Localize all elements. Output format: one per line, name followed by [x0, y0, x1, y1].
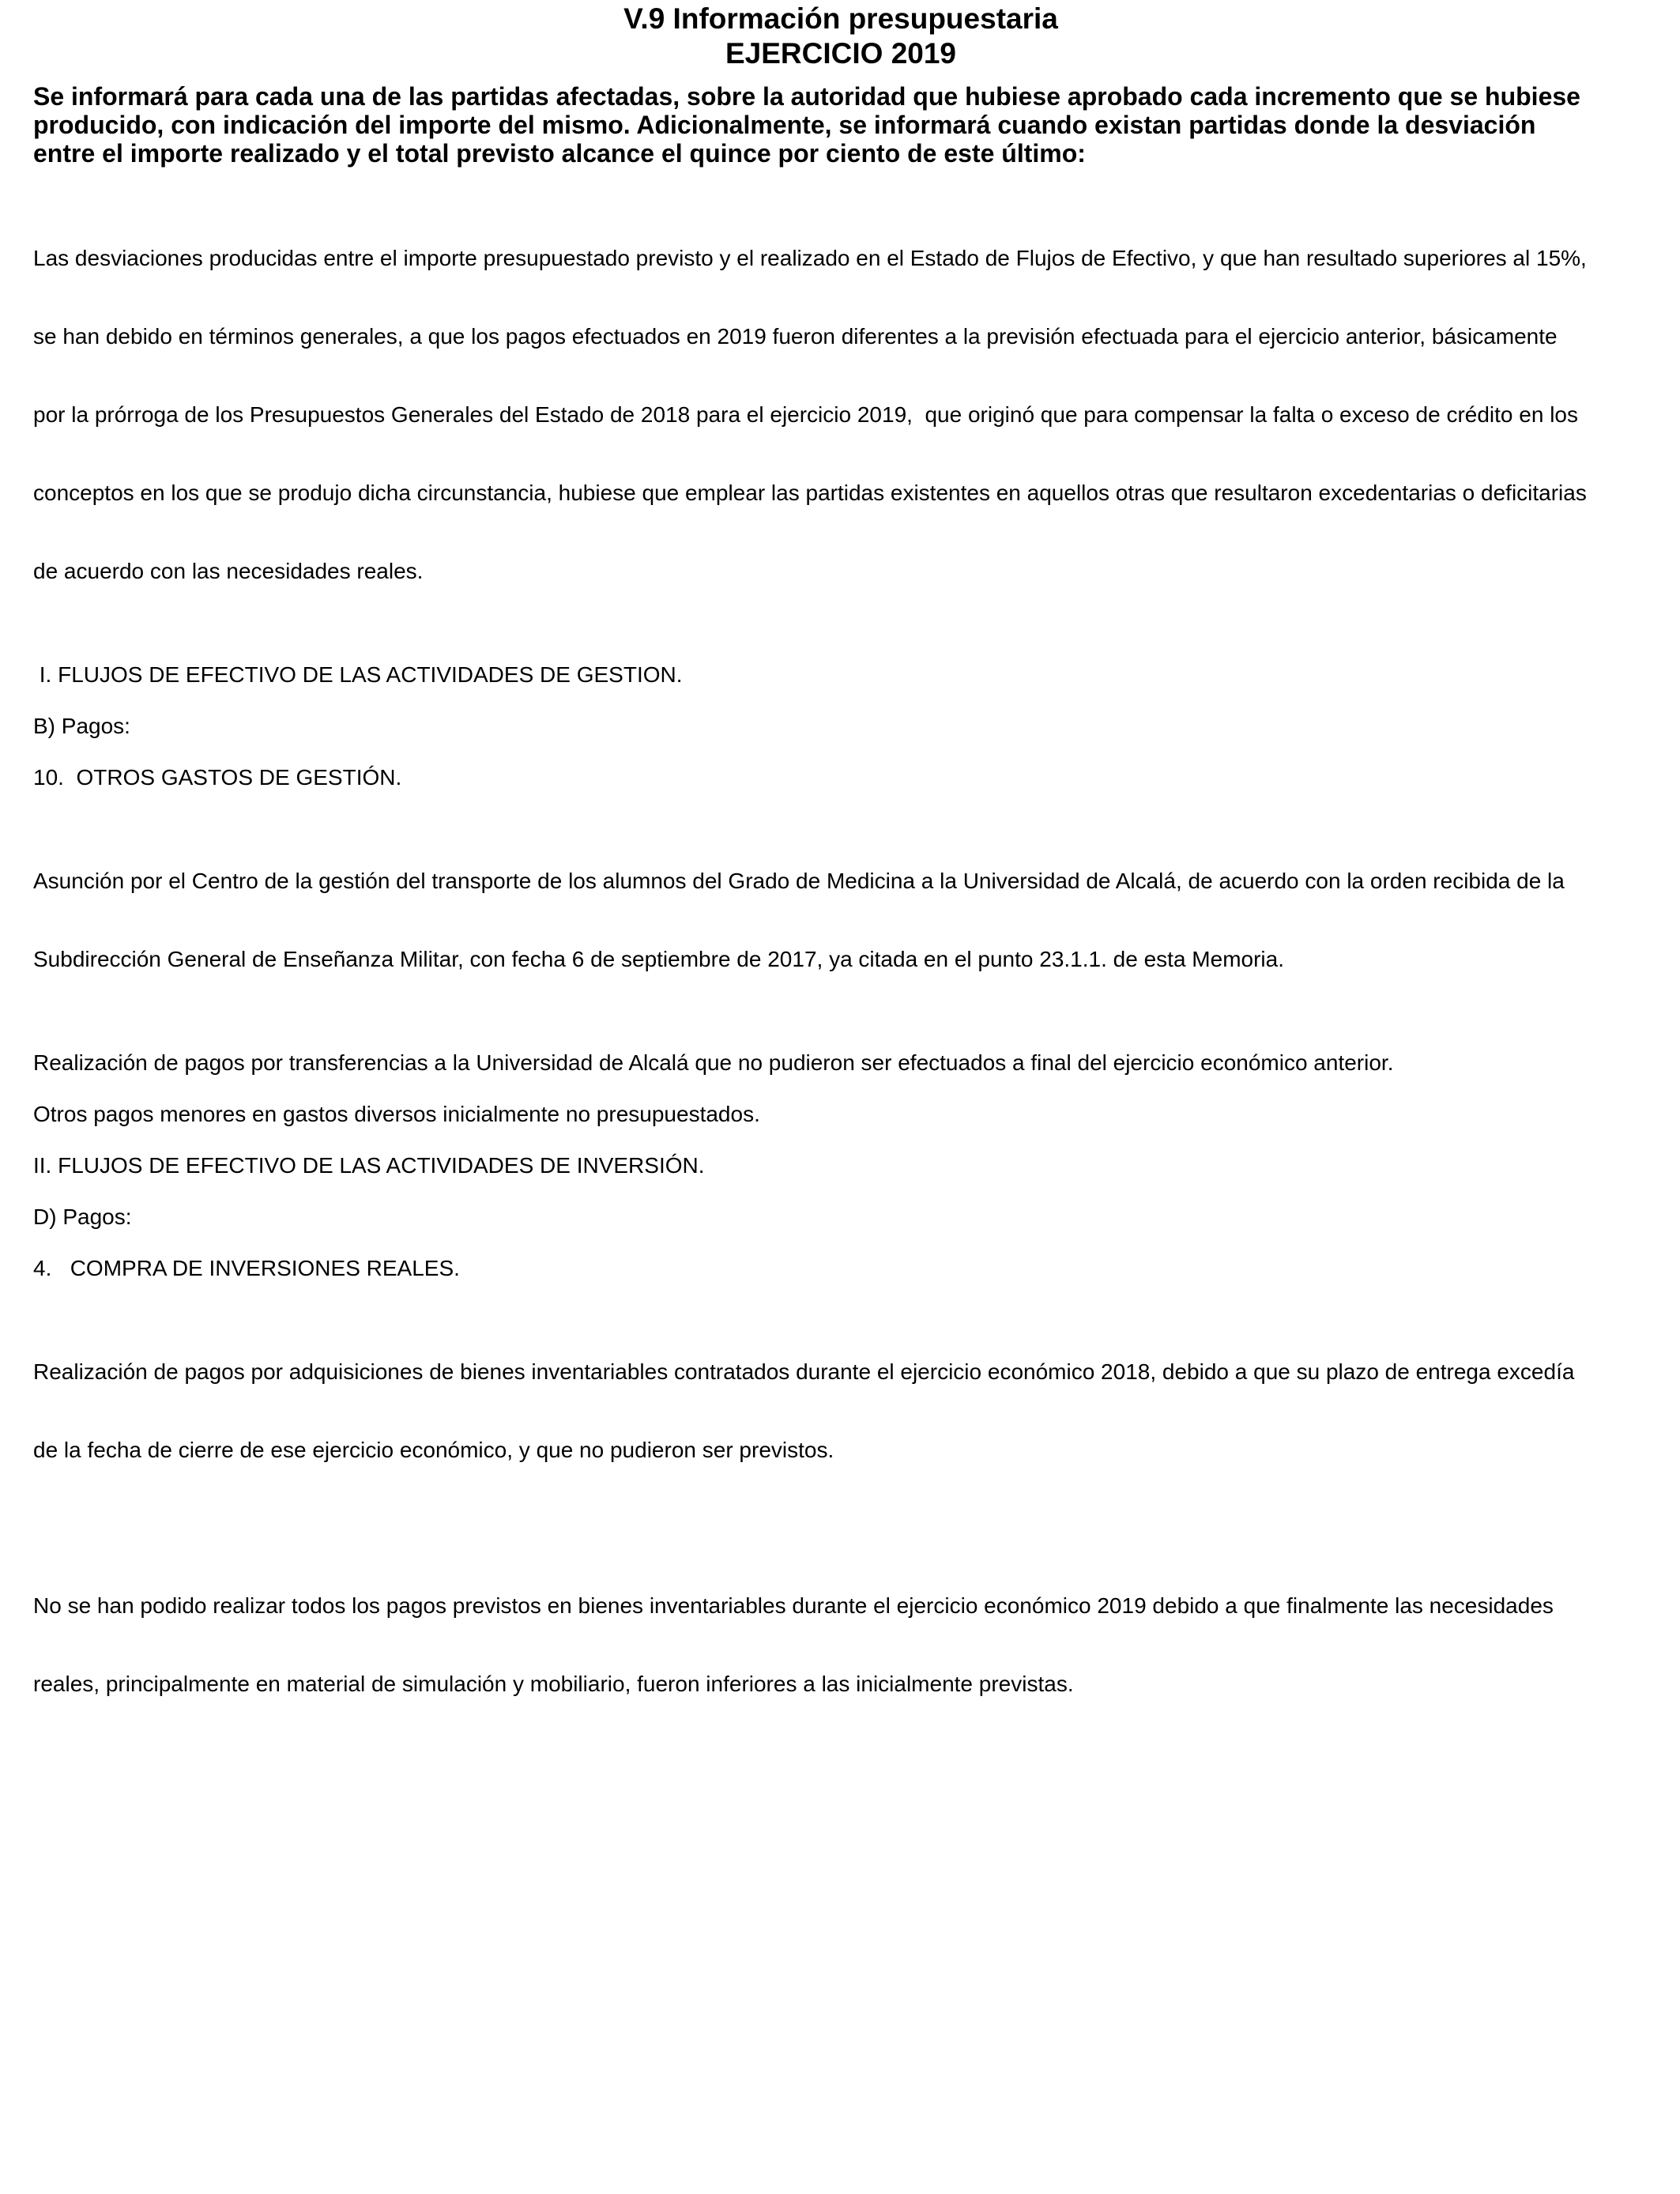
paragraph-line: de acuerdo con las necesidades reales.	[33, 559, 424, 583]
subsection-heading-payments-d: D) Pagos:	[33, 1204, 132, 1229]
intro-line: Se informará para cada una de las partidas afectadas, sobre la autoridad que hubiese aprobado cada incremento que se hubiese	[33, 82, 1580, 111]
document-page	[33, 0, 1648, 1749]
section-heading-investment: II. FLUJOS DE EFECTIVO DE LAS ACTIVIDADES DE INVERSIÓN.	[33, 1153, 705, 1178]
paragraph-line: Realización de pagos por adquisiciones de bienes inventariables contratados durante el ejercicio económico 2018, debido a que su plazo de entrega excedía	[33, 1359, 1575, 1384]
subsection-heading-payments-b: B) Pagos:	[33, 714, 130, 738]
paragraph-line: de la fecha de cierre de ese ejercicio económico, y que no pudieron ser previstos.	[33, 1438, 834, 1462]
paragraph-line: conceptos en los que se produjo dicha circunstancia, hubiese que emplear las partidas existentes en aquellos otras que resultaron excedentarias o deficitarias	[33, 481, 1587, 505]
paragraph-line: Las desviaciones producidas entre el importe presupuestado previsto y el realizado en el Estado de Flujos de Efectivo, y que han resultado superiores al 15%,	[33, 246, 1587, 270]
page-title: V.9 Información presupuestaria	[623, 2, 1058, 35]
paragraph-line: Subdirección General de Enseñanza Militar, con fecha 6 de septiembre de 2017, ya citada en el punto 23.1.1. de esta Memoria.	[33, 947, 1284, 971]
unrealized-payments-paragraph	[33, 1540, 1648, 1749]
section-heading-management: I. FLUJOS DE EFECTIVO DE LAS ACTIVIDADES DE GESTION.	[33, 662, 683, 687]
intro-paragraph	[33, 82, 1648, 168]
transfers-paragraph: Realización de pagos por transferencias a la Universidad de Alcalá que no pudieron ser efectuados a final del ejercicio económico anterior.	[33, 1050, 1394, 1075]
intro-line: entre el importe realizado y el total previsto alcance el quince por ciento de este último:	[33, 139, 1086, 168]
minor-payments-paragraph: Otros pagos menores en gastos diversos inicialmente no presupuestados.	[33, 1102, 760, 1126]
paragraph-line: reales, principalmente en material de simulación y mobiliario, fueron inferiores a las inicialmente previstas.	[33, 1672, 1074, 1696]
paragraph-line: por la prórroga de los Presupuestos Generales del Estado de 2018 para el ejercicio 2019, que originó que para compensar la falta o exceso de crédito en los	[33, 402, 1578, 427]
paragraph-line: No se han podido realizar todos los pagos previstos en bienes inventariables durante el ejercicio económico 2019 debido a que finalmente las necesidades	[33, 1593, 1554, 1618]
intro-line: producido, con indicación del importe del mismo. Adicionalmente, se informará cuando existan partidas donde la desviación	[33, 111, 1536, 139]
page-subtitle: EJERCICIO 2019	[725, 37, 957, 70]
item-heading-other-management-expenses: 10. OTROS GASTOS DE GESTIÓN.	[33, 765, 402, 790]
item-heading-real-investments: 4. COMPRA DE INVERSIONES REALES.	[33, 1256, 460, 1280]
paragraph-line: Asunción por el Centro de la gestión del transporte de los alumnos del Grado de Medicina a la Universidad de Alcalá, de acuerdo con la orden recibida de la	[33, 869, 1565, 893]
transport-paragraph	[33, 816, 1648, 1024]
deviation-explanation-paragraph	[33, 193, 1648, 636]
acquisitions-paragraph	[33, 1306, 1648, 1515]
paragraph-line: se han debido en términos generales, a que los pagos efectuados en 2019 fueron diferentes a la previsión efectuada para el ejercicio anterior, básicamente	[33, 324, 1558, 349]
